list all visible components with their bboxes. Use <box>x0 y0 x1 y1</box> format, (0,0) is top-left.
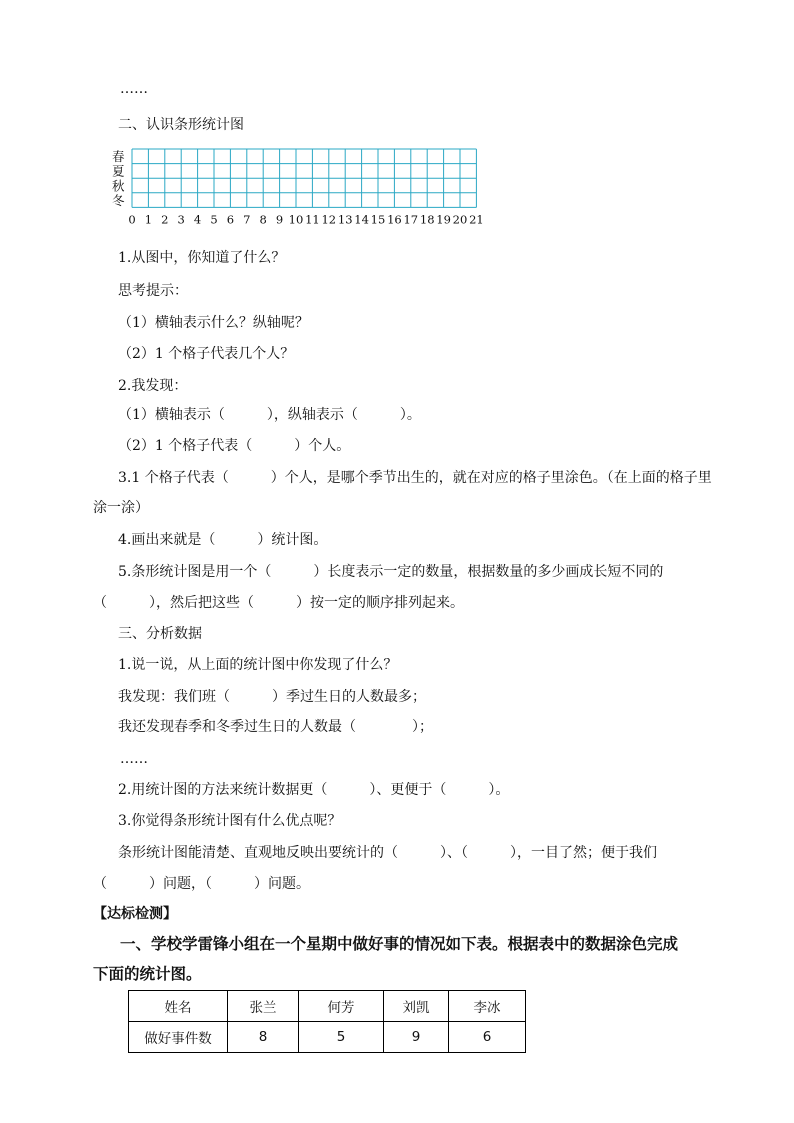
x-tick-label: 12 <box>321 212 337 227</box>
s3-answer-line1: 条形统计图能清楚、直观地反映出要统计的（ ）、（ ），一目了然；便于我们 <box>118 845 657 861</box>
s2-find1: （1）横轴表示（ ），纵轴表示（ ）。 <box>118 407 421 423</box>
x-tick-label: 21 <box>469 212 484 227</box>
x-tick-label: 3 <box>177 212 185 227</box>
x-tick-label: 20 <box>452 212 468 227</box>
s3-find1: 我发现：我们班（ ）季过生日的人数最多； <box>118 689 426 705</box>
table-cell: 张兰 <box>228 991 299 1022</box>
s2-find2: （2）1 个格子代表（ ）个人。 <box>118 438 351 454</box>
table-row <box>129 1022 526 1053</box>
table-cell: 刘凯 <box>384 991 449 1022</box>
x-tick-label: 10 <box>288 212 304 227</box>
table-header-row <box>129 991 526 1022</box>
category-label: 秋 <box>112 178 125 194</box>
table-cell: 9 <box>384 1022 449 1053</box>
s3-q2: 2.用统计图的方法来统计数据更（ ）、更便于（ ）。 <box>118 782 510 798</box>
s3-q3: 3.你觉得条形统计图有什么优点呢？ <box>118 813 342 829</box>
category-label: 夏 <box>112 163 125 179</box>
x-tick-label: 11 <box>305 212 320 227</box>
x-tick-label: 4 <box>193 212 202 227</box>
ellipsis-top: …… <box>120 81 148 97</box>
s2-q2: 2.我发现： <box>118 378 188 394</box>
table-cell: 做好事件数 <box>129 1022 228 1053</box>
s2-hint2: （2）1 个格子代表几个人？ <box>118 346 295 362</box>
x-tick-label: 7 <box>243 212 251 227</box>
x-tick-label: 8 <box>259 212 267 227</box>
x-tick-label: 6 <box>226 212 235 227</box>
category-label: 春 <box>112 149 125 165</box>
table-cell: 姓名 <box>129 991 228 1022</box>
season-grid-chart[interactable] <box>110 145 490 233</box>
s3-ellipsis: …… <box>120 751 148 767</box>
section3-heading: 三、分析数据 <box>118 626 202 642</box>
check-task-line2: 下面的统计图。 <box>93 964 202 983</box>
x-tick-label: 13 <box>337 212 353 227</box>
s2-q5-line2: （ ），然后把这些（ ）按一定的顺序排列起来。 <box>93 595 464 611</box>
x-tick-label: 14 <box>354 212 369 227</box>
s2-q5-line1: 5.条形统计图是用一个（ ）长度表示一定的数量，根据数量的多少画成长短不同的 <box>118 564 664 580</box>
x-tick-label: 2 <box>161 212 169 227</box>
x-tick-label: 18 <box>419 212 435 227</box>
check-title: 【达标检测】 <box>93 906 177 922</box>
table-cell: 6 <box>449 1022 526 1053</box>
s3-q1: 1.说一说，从上面的统计图中你发现了什么？ <box>118 657 398 673</box>
section2-heading: 二、认识条形统计图 <box>118 117 244 133</box>
s3-answer-line2: （ ）问题，（ ）问题。 <box>93 876 310 892</box>
x-tick-label: 9 <box>275 212 284 227</box>
x-tick-label: 16 <box>387 212 402 227</box>
s2-q3-line2: 涂一涂） <box>93 500 149 516</box>
x-tick-label: 19 <box>436 212 451 227</box>
s2-hint1: （1）横轴表示什么？纵轴呢？ <box>118 315 309 331</box>
x-tick-label: 1 <box>144 212 153 227</box>
table-cell: 8 <box>228 1022 299 1053</box>
table-cell: 5 <box>299 1022 384 1053</box>
check-task-line1: 一、学校学雷锋小组在一个星期中做好事的情况如下表。根据表中的数据涂色完成 <box>120 934 679 953</box>
good-deeds-table <box>128 990 526 1053</box>
s2-q1: 1.从图中，你知道了什么？ <box>118 250 286 266</box>
x-tick-label: 15 <box>370 212 386 227</box>
s2-q4: 4.画出来就是（ ）统计图。 <box>118 532 328 548</box>
s3-find2: 我还发现春季和冬季过生日的人数最（ ）； <box>118 719 433 735</box>
x-tick-label: 0 <box>128 212 136 227</box>
s2-q3-line1: 3.1 个格子代表（ ）个人，是哪个季节出生的，就在对应的格子里涂色。（在上面的格子里 <box>118 470 712 486</box>
s2-hint-title: 思考提示： <box>118 283 188 299</box>
table-cell: 何芳 <box>299 991 384 1022</box>
x-tick-label: 17 <box>403 212 419 227</box>
table-cell: 李冰 <box>449 991 526 1022</box>
x-tick-label: 5 <box>210 212 218 227</box>
category-label: 冬 <box>112 192 125 208</box>
